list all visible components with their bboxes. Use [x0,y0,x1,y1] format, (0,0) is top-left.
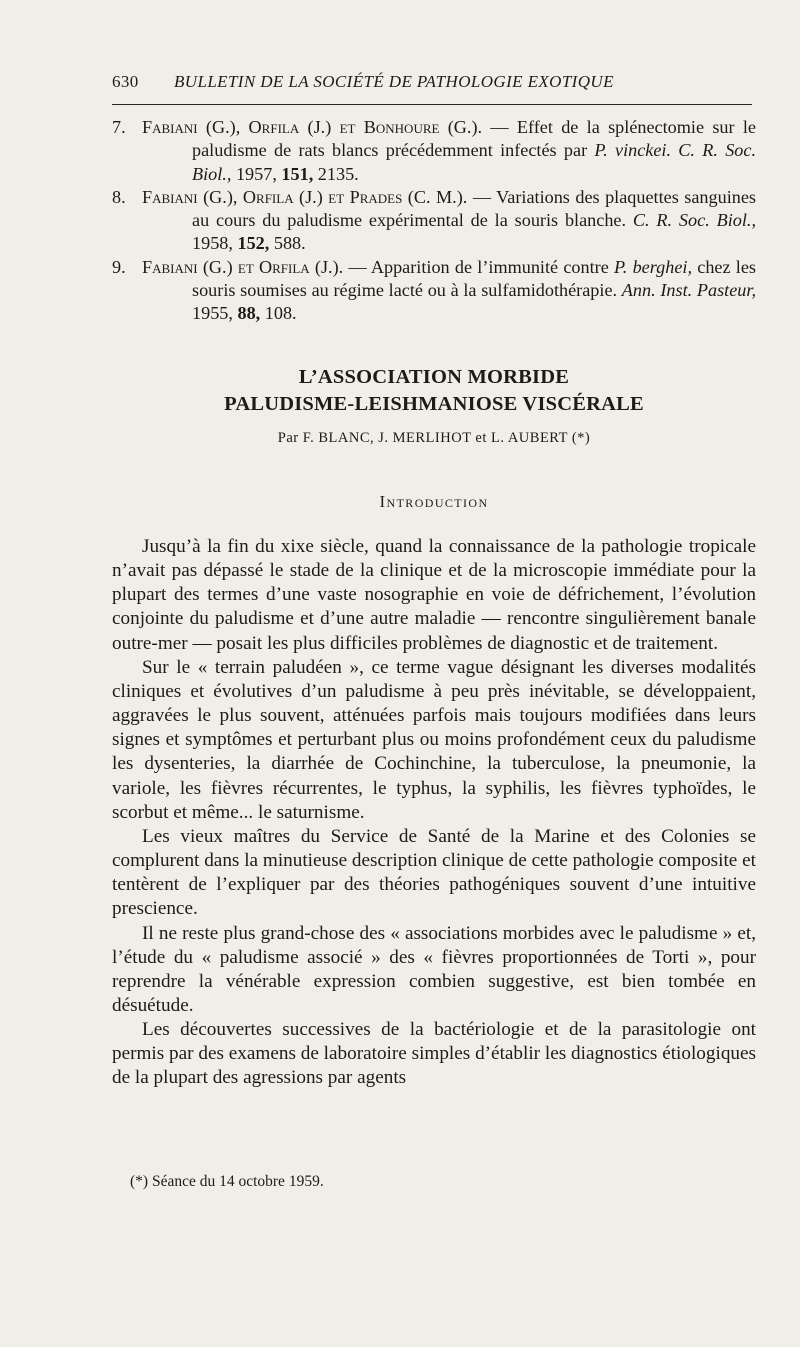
reference-volume: 151, [281,163,314,184]
reference-list [112,116,756,326]
reference-pages: 108. [260,303,297,324]
journal-title: BULLETIN DE LA SOCIÉTÉ DE PATHOLOGIE EXOTIQUE [174,72,614,91]
reference-volume: 88, [237,303,261,324]
article-body [112,535,756,1091]
reference-year: 1955, [192,303,238,324]
reference-authors: Fabiani (G.) et Orfila (J.). [142,256,344,277]
reference-authors: Fabiani (G.), Orfila (J.) et Bonhoure (G.). [142,117,483,137]
reference-pages: 2135. [313,163,359,184]
reference-year: 1958, [192,233,238,254]
page-number: 630 [112,72,139,91]
reference-volume: 152, [237,233,270,254]
reference-number: 9. [112,256,126,277]
reference-species: P. berghei, [614,256,693,277]
section-heading: Introduction [379,492,489,511]
paragraph: Il ne reste plus grand-chose des « associations morbides avec le paludisme » et, l’étude du « paludisme associé » des « fièvres proportionnées de Torti », pour reprendre la vénérable expression combien suggestive, est bien tombée en désuétude. [112,922,756,1016]
header-rule [112,104,752,105]
article-title-line-2: PALUDISME-LEISHMANIOSE VISCÉRALE [224,393,644,415]
paragraph: Sur le « terrain paludéen », ce terme vague désignant les diverses modalités cliniques et évolutives d’un paludisme à peu près inévitable, se développaient, aggravées le plus souvent, atténuées parfois mais toujours modifiées dans leurs signes et symptômes et perturbant plus ou moins profondément ceux du paludisme les dysenteries, la diarrhée de Cochinchine, la tuberculose, la pneumonie, la variole, les fièvres récurrentes, le typhus, la syphilis, les fièvres typhoïdes, le scorbut et même... le saturnisme. [112,656,756,823]
reference-text: — Variations des plaquettes sanguines au cours du paludisme expérimental de la souris blanche. [192,186,756,231]
reference-item [112,186,756,256]
footnote: (*) Séance du 14 octobre 1959. [130,1173,324,1190]
reference-journal: P. vinckei. C. R. Soc. Biol., [192,140,756,184]
reference-number: 8. [112,186,126,207]
running-head [112,72,752,92]
paragraph: Les vieux maîtres du Service de Santé de la Marine et des Colonies se complurent dans la minutieuse description clinique de cette pathologie composite et tentèrent de l’expliquer par des théories pathogéniques souvent d’une intuitive prescience. [112,825,756,920]
reference-number: 7. [112,117,126,137]
reference-year: 1957, [231,163,282,184]
article-title [112,364,756,418]
reference-text: — Apparition de l’immunité contre [343,256,615,277]
byline: Par F. BLANC, J. MERLIHOT et L. AUBERT (*) [277,430,591,446]
paragraph: Jusqu’à la fin du xixe siècle, quand la connaissance de la pathologie tropicale n’avait pas dépassé le stade de la clinique et de la microscopie immédiate pour la plupart des termes d’une vaste nosographie en voie de défrichement, l’évolution conjointe du paludisme et d’une autre maladie — rencontre singulièrement banale outre-mer — posait les plus difficiles problèmes de diagnostic et de traitement. [112,536,756,654]
reference-text-continued: chez les souris soumises au régime lacté ou à la sulfamidothérapie. [192,256,756,301]
reference-authors: Fabiani (G.), Orfila (J.) et Prades (C. M.). [142,186,468,207]
reference-text: — Effet de la splénectomie sur le paludisme de rats blancs précédemment infectés par [192,117,756,161]
reference-pages: 588. [269,233,306,254]
reference-journal: Ann. Inst. Pasteur, [621,280,757,301]
reference-journal: C. R. Soc. Biol., [632,210,756,231]
reference-item [112,116,756,186]
article-title-line-1: L’ASSOCIATION MORBIDE [298,366,570,388]
reference-item [112,256,756,326]
paragraph: Les découvertes successives de la bactériologie et de la parasitologie ont permis par des examens de laboratoire simples d’établir les diagnostics étiologiques de la plupart des agressions par agents [112,1019,756,1089]
